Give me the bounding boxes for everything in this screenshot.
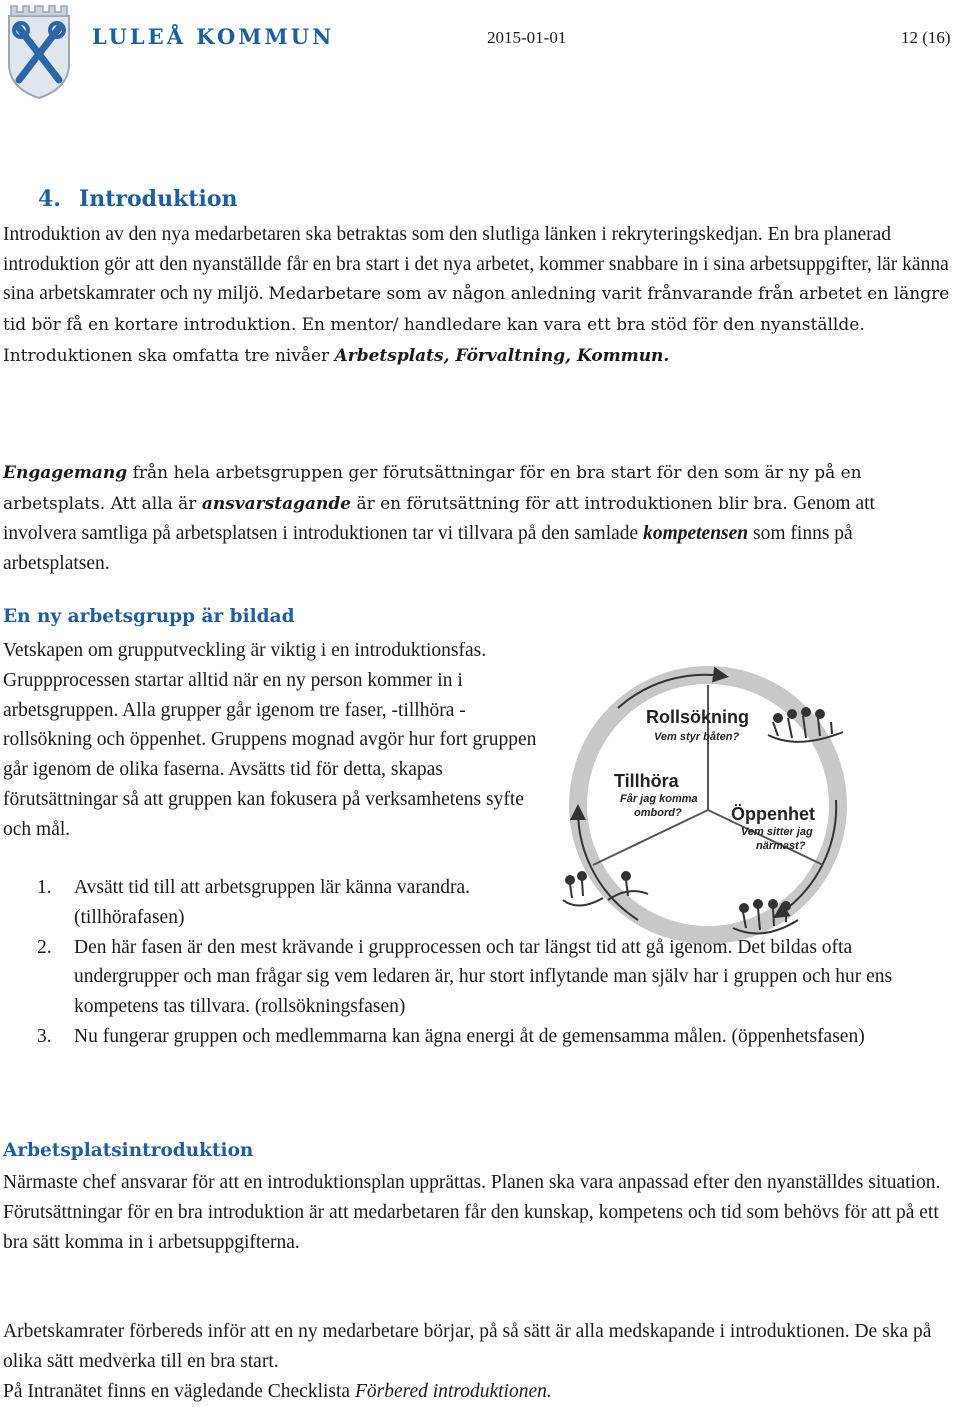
section-number: 4. bbox=[38, 186, 61, 212]
engagement-keyword: Engagemang bbox=[3, 463, 128, 483]
list-item-text: Den här fasen är den mest krävande i grupprocessen och tar längst tid att gå igenom. Det bildas ofta undergrupper och man frågar sig vem ledaren är, hur stort inflytande man själv har i gruppen och hur ens kompetens tas tillvara. (rollsökningsfasen) bbox=[74, 936, 893, 1018]
group-development-cycle-figure bbox=[548, 650, 870, 950]
workplace-paragraph: Närmaste chef ansvarar för att en introduktionsplan upprättas. Planen ska vara anpassad efter den nyanställdes situation. Förutsättningar för en bra introduktion är att medarbetaren får den kunskap, kompetens och tid som behövs för att på ett bra sätt komma in i arbetsuppgifterna. bbox=[3, 1172, 941, 1253]
list-item-number: 2. bbox=[37, 936, 52, 958]
competence-keyword: kompetensen bbox=[643, 523, 749, 545]
intro-text-part1: Introduktion av den nya medarbetaren ska betraktas som den slutliga länken i rekryteringskedjan. En bra planerad introduktion gör att den nyanställde får en bra start i det nya arbetet, kommer snabbare in i sina arbetsuppgifter, lär känna sina arbetskamrater och ny miljö. bbox=[3, 224, 949, 305]
intro-text-part2: Medarbetare som av någon anledning varit frånvarande från arbetet en längre tid bör få en kortare introduktion. En mentor/ handledare kan vara ett bra stöd för den nyanställde. Introduktionen ska omfatta tre nivåer bbox=[3, 284, 950, 366]
page-number: 12 (16) bbox=[901, 28, 951, 47]
list-item-text: Avsätt tid till att arbetsgruppen lär känna varandra. (tillhörafasen) bbox=[74, 877, 470, 928]
engagement-paragraph bbox=[3, 458, 953, 579]
phase2-subtitle-1: Får jag komma bbox=[620, 793, 698, 805]
engagement-text-2: är en förutsättning för att introduktionen blir bra. bbox=[351, 493, 794, 514]
phase3-subtitle-1: Vem sitter jag bbox=[741, 826, 813, 838]
responsibility-keyword: ansvarstagande bbox=[201, 493, 352, 514]
phase3-subtitle-2: närmast? bbox=[756, 840, 806, 852]
section-title: Introduktion bbox=[78, 186, 238, 212]
intranet-text: På Intranätet finns en vägledande Checklista bbox=[3, 1381, 355, 1402]
colleagues-text: Arbetskamrater förbereds inför att en ny medarbetare börjar, på så sätt är alla medskapande i introduktionen. De ska på olika sätt medverka till en bra start. bbox=[3, 1321, 932, 1372]
organization-name: LULEÅ KOMMUN bbox=[92, 24, 335, 49]
group-heading: En ny arbetsgrupp är bildad bbox=[3, 606, 295, 627]
intro-levels: Arbetsplats, Förvaltning, Kommun. bbox=[334, 345, 670, 366]
workplace-heading: Arbetsplatsintroduktion bbox=[3, 1140, 254, 1161]
phase3-title: Öppenhet bbox=[731, 804, 815, 824]
engagement-text-1: från hela arbetsgruppen ger förutsättningar för en bra start för den som är ny på en arbetsplats. Att alla är bbox=[3, 463, 862, 514]
phase1-title: Rollsökning bbox=[646, 707, 749, 727]
engagement-text-3: Genom att involvera samtliga på arbetsplatsen i introduktionen tar vi tillvara på den samlade bbox=[3, 492, 875, 545]
colleagues-paragraph bbox=[3, 1317, 953, 1407]
list-item bbox=[3, 873, 544, 933]
group-paragraph: Vetskapen om grupputveckling är viktig i en introduktionsfas. Gruppprocessen startar alltid när en ny person kommer in i arbetsgruppen. Alla grupper går igenom tre faser, -tillhöra -rollsökning och öppenhet. Gruppens mognad avgör hur fort gruppen går igenom de olika faserna. Avsätts tid för detta, skapas förutsättningar så att gruppen kan fokusera på verksamhetens syfte och mål. bbox=[3, 640, 537, 840]
list-item-number: 1. bbox=[37, 877, 52, 898]
list-item bbox=[3, 1022, 894, 1052]
phase2-subtitle-2: ombord? bbox=[634, 807, 682, 819]
checklist-link[interactable]: Förbered introduktionen. bbox=[354, 1381, 552, 1402]
intro-paragraph bbox=[3, 220, 953, 372]
phase2-title: Tillhöra bbox=[614, 771, 679, 791]
document-date: 2015-01-01 bbox=[487, 28, 567, 47]
list-item-text: Nu fungerar gruppen och medlemmarna kan ägna energi åt de gemensamma målen. (öppenhetsfasen) bbox=[74, 1025, 865, 1047]
list-item-number: 3. bbox=[37, 1025, 52, 1047]
phase1-subtitle: Vem styr båten? bbox=[654, 731, 740, 743]
engagement-text-4: som finns på arbetsplatsen. bbox=[3, 523, 853, 575]
section-heading bbox=[38, 186, 238, 212]
lulea-coat-of-arms-logo bbox=[5, 2, 73, 100]
